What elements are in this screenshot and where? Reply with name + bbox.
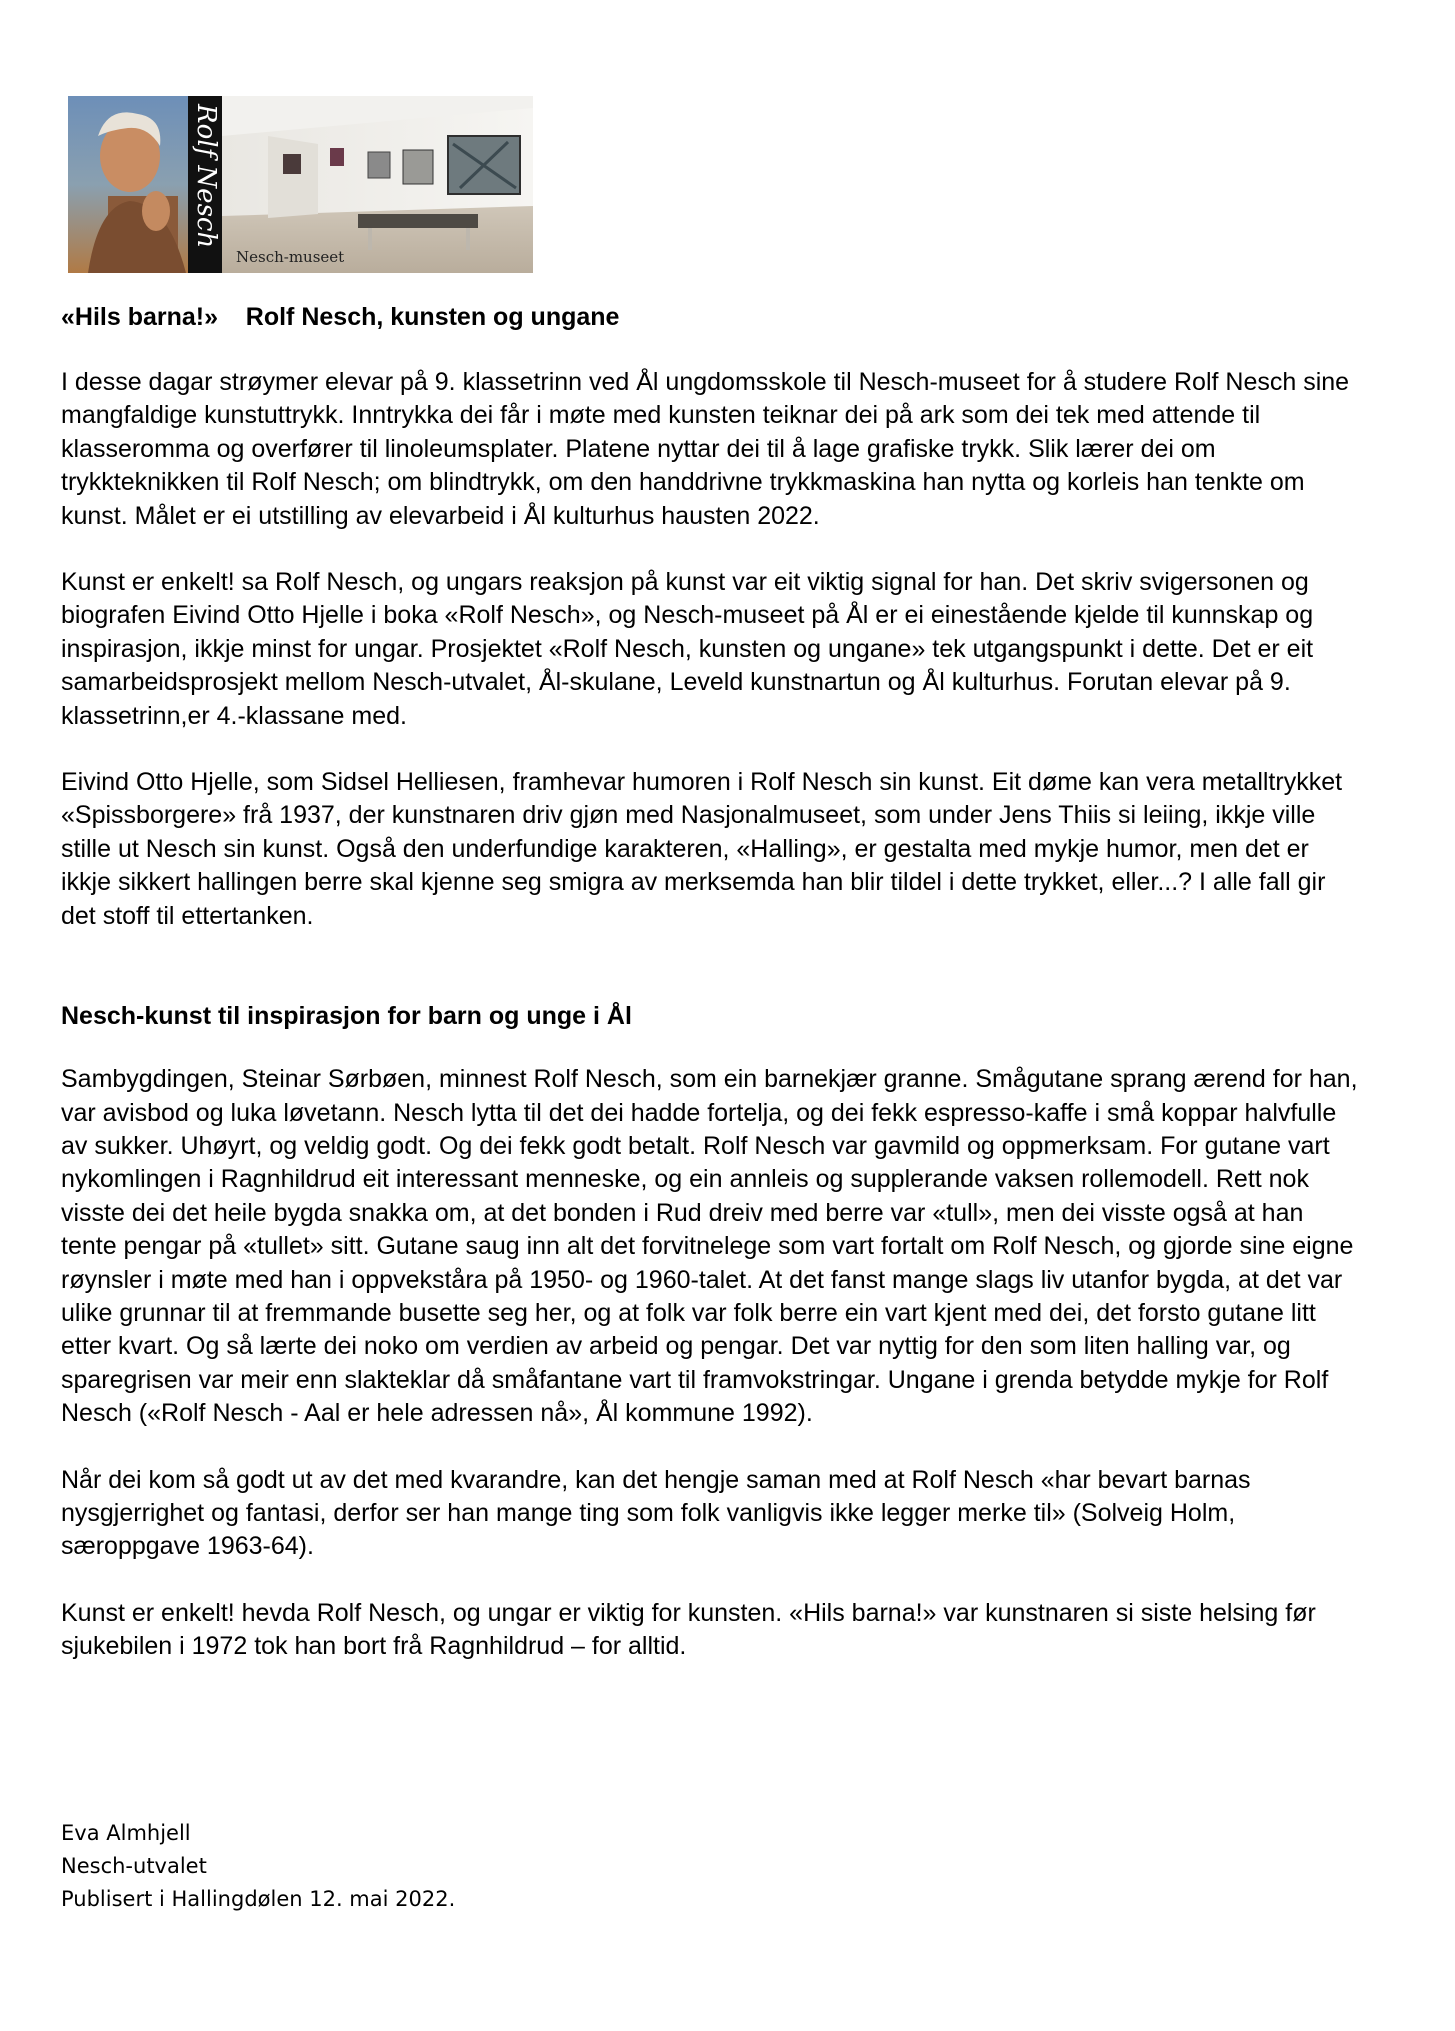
- article-title: «Hils barna!» Rolf Nesch, kunsten og ungane: [61, 303, 620, 331]
- vertical-signature: Rolf Nesch: [191, 104, 221, 249]
- publication-note: Publisert i Hallingdølen 12. mai 2022.: [61, 1887, 456, 1911]
- paragraph: Kunst er enkelt! sa Rolf Nesch, og ungars reaksjon på kunst var eit viktig signal for han. Det skriv svigersonen og biografen Eivind Otto Hjelle i boka «Rolf Nesch», og Nesch-museet på Ål er ei einestående kjelde til kunnskap og inspirasjon, ikkje minst for ungar. Prosjektet «Rolf Nesch, kunsten og ungane» tek utgangspunkt i dette. Det er eit samarbeidsprosjekt mellom Nesch-utvalet, Ål-skulane, Leveld kunstnartun og Ål kulturhus. Forutan elevar på 9. klassetrinn,er 4.-klassane med.: [61, 568, 1314, 730]
- museum-banner-image: [68, 96, 533, 273]
- paragraph: Sambygdingen, Steinar Sørbøen, minnest Rolf Nesch, som ein barnekjær granne. Smågutane sprang ærend for han, var avisbod og luka løvetann. Nesch lytta til det dei hadde fortelja, og dei fekk espresso-kaffe i små koppar halvfulle av sukker. Uhøyrt, og veldig godt. Og dei fekk godt betalt. Rolf Nesch var gavmild og oppmerksam. For gutane vart nykomlingen i Ragnhildrud eit interessant menneske, og ein annleis og supplerande vaksen rollemodell. Rett nok visste dei det heile bygda snakka om, at det bonden i Rud dreiv med berre var «tull», men dei visste også at han tente pengar på «tullet» sitt. Gutane saug inn alt det forvitnelege som vart fortalt om Rolf Nesch, og gjorde sine eigne røynsler i møte med han i oppvekståra på 1950- og 1960-talet. At det fanst mange slags liv utanfor bygda, at det var ulike grunnar til at fremmande busette seg her, og at folk var folk berre ein vart kjent med dei, det forsto gutane litt etter kvart. Og så lærte dei noko om verdien av arbeid og pengar. Det var nyttig for den som liten halling var, og sparegrisen var meir enn slakteklar då småfantane vart til framvokstringar. Ungane i grenda betydde mykje for Rolf Nesch («Rolf Nesch - Aal er hele adressen nå», Ål kommune 1992).: [61, 1065, 1358, 1428]
- paragraph: Kunst er enkelt! hevda Rolf Nesch, og ungar er viktig for kunsten. «Hils barna!» var kunstnaren si siste helsing før sjukebilen i 1972 tok han bort frå Ragnhildrud – for alltid.: [61, 1598, 1316, 1661]
- paragraph: Eivind Otto Hjelle, som Sidsel Helliesen, framhevar humoren i Rolf Nesch sin kunst. Eit døme kan vera metalltrykket «Spissborgere» frå 1937, der kunstnaren driv gjøn med Nasjonalmuseet, som under Jens Thiis si leiing, ikkje ville stille ut Nesch sin kunst. Også den underfundige karakteren, «Halling», er gestalta med mykje humor, men det er ikkje sikkert hallingen berre skal kjenne seg smigra av merksemda han blir tildel i dette trykket, eller...? I alle fall gir det stoff til ettertanken.: [61, 768, 1343, 930]
- signature-block: [61, 1817, 455, 1916]
- section-heading: Nesch-kunst til inspirasjon for barn og unge i Ål: [61, 1002, 632, 1031]
- author-org: Nesch-utvalet: [61, 1854, 207, 1878]
- banner-caption: Nesch-museet: [236, 248, 345, 266]
- paragraph: Når dei kom så godt ut av det med kvarandre, kan det hengje saman med at Rolf Nesch «har bevart barnas nysgjerrighet og fantasi, derfor ser han mange ting som folk vanligvis ikke legger merke til» (Solveig Holm, særoppgave 1963-64).: [61, 1465, 1251, 1561]
- paragraph: I desse dagar strøymer elevar på 9. klassetrinn ved Ål ungdomsskole til Nesch-museet for å studere Rolf Nesch sine mangfaldige kunstuttrykk. Inntrykka dei får i møte med kunsten teiknar dei på ark som dei tek med attende til klasseromma og overfører til linoleumsplater. Platene nyttar dei til å lage grafiske trykk. Slik lærer dei om trykkteknikken til Rolf Nesch; om blindtrykk, om den handdrivne trykkmaskina han nytta og korleis han tenkte om kunst. Målet er ei utstilling av elevarbeid i Ål kulturhus hausten 2022.: [61, 368, 1350, 530]
- author-name: Eva Almhjell: [61, 1821, 191, 1845]
- article: [61, 300, 1361, 1664]
